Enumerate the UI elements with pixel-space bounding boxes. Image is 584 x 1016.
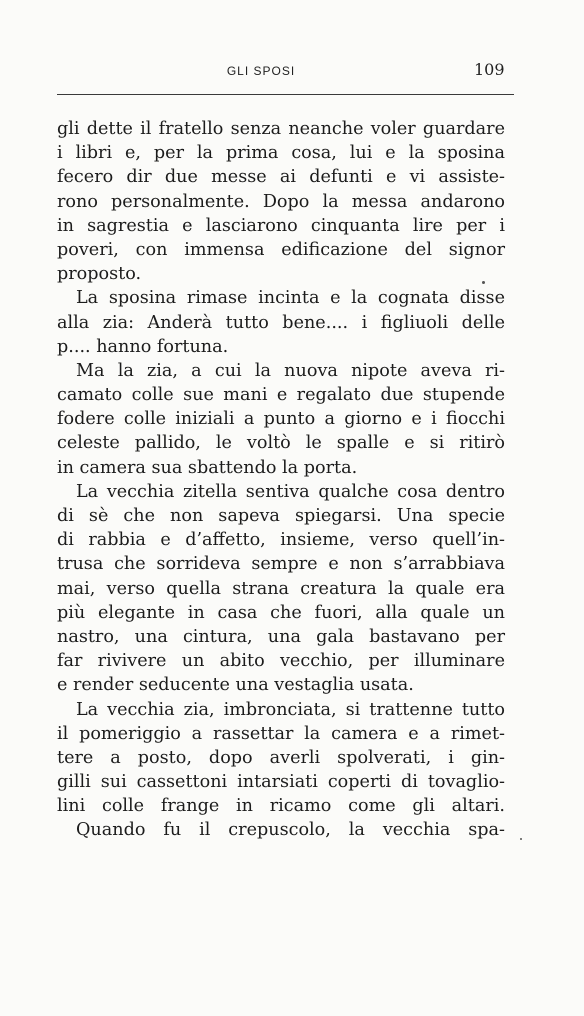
text-line: trusa che sorrideva sempre e non s’arrabbiava: [57, 554, 505, 575]
text-line: rono personalmente. Dopo la messa andarono: [57, 191, 505, 212]
text-line: proposto.: [57, 264, 142, 285]
text-line: poveri, con immensa edificazione del signor: [57, 239, 505, 260]
text-line: alla zia: Anderà tutto bene.... i figliuoli delle: [57, 312, 505, 333]
text-line: lini colle frange in ricamo come gli altari.: [57, 796, 505, 817]
header-rule: [57, 94, 514, 95]
text-line: Quando fu il crepuscolo, la vecchia spa-: [76, 820, 505, 841]
text-line: Ma la zia, a cui la nuova nipote aveva ri-: [76, 360, 505, 381]
body-text: [57, 117, 505, 843]
text-line: il pomeriggio a rassettar la camera e a rimet-: [57, 723, 505, 744]
running-head: GLI SPOSI: [226, 64, 296, 78]
print-speck: [520, 838, 522, 840]
text-line: di sè che non sapeva spiegarsi. Una specie: [57, 506, 505, 526]
text-line: più elegante in casa che fuori, alla quale un: [57, 602, 505, 623]
text-line: fecero dir due messe ai defunti e vi assiste-: [57, 167, 505, 188]
text-line: camato colle sue mani e regalato due stupende: [57, 385, 505, 406]
text-line: La vecchia zitella sentiva qualche cosa dentro: [76, 481, 505, 502]
text-line: La vecchia zia, imbronciata, si trattenne tutto: [76, 699, 505, 720]
text-line: far rivivere un abito vecchio, per illuminare: [57, 651, 505, 672]
page-number: 109: [474, 60, 505, 79]
text-line: celeste pallido, le voltò le spalle e si ritirò: [57, 433, 505, 454]
print-speck: [482, 281, 485, 284]
text-line: in sagrestia e lasciarono cinquanta lire per i: [57, 215, 505, 236]
text-line: gli dette il fratello senza neanche voler guardare: [57, 119, 505, 139]
text-line: di rabbia e d’affetto, insieme, verso quell’in-: [57, 530, 505, 551]
text-line: p.... hanno fortuna.: [57, 336, 229, 357]
text-line: e render seducente una vestaglia usata.: [57, 675, 414, 696]
text-line: gilli sui cassettoni intarsiati coperti di tovaglio-: [57, 772, 505, 793]
text-line: nastro, una cintura, una gala bastavano per: [57, 626, 505, 647]
text-line: La sposina rimase incinta e la cognata disse: [76, 288, 505, 309]
text-line: i libri e, per la prima cosa, lui e la sposina: [57, 143, 505, 164]
text-line: tere a posto, dopo averli spolverati, i gin-: [57, 747, 505, 768]
text-line: in camera sua sbattendo la porta.: [57, 457, 358, 478]
text-line: fodere colle iniziali a punto a giorno e i fiocchi: [57, 409, 505, 430]
text-line: mai, verso quella strana creatura la quale era: [57, 578, 505, 599]
